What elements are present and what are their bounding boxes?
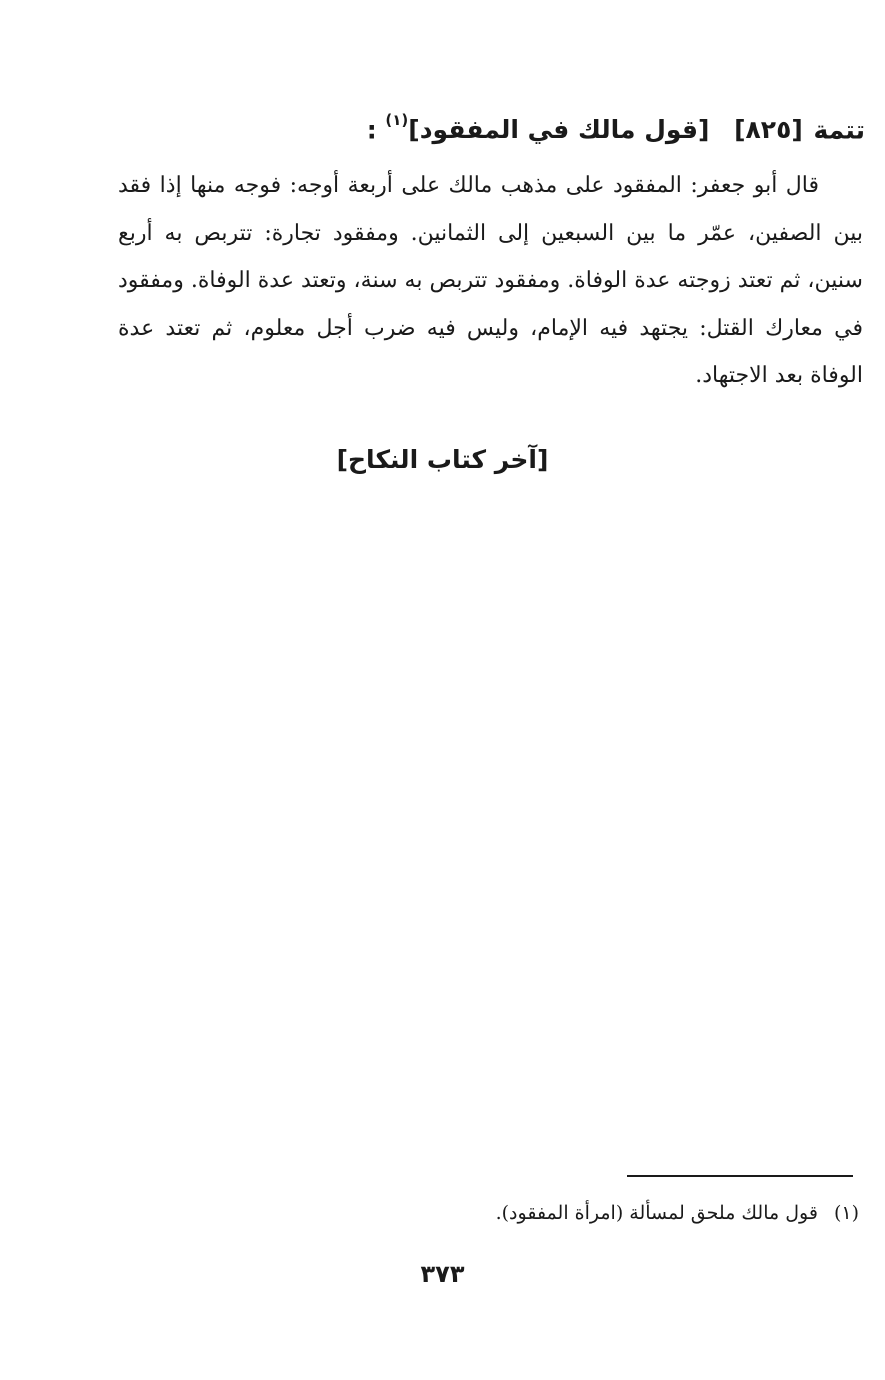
heading-colon: :	[366, 115, 377, 145]
section-heading	[120, 104, 865, 150]
page-number: ٣٧٣	[420, 1260, 465, 1288]
section-title: [قول مالك في المفقود]	[408, 115, 710, 145]
footnote-text: قول مالك ملحق لمسألة (امرأة المفقود).	[495, 1202, 818, 1224]
body-paragraph: قال أبو جعفر: المفقود على مذهب مالك على أربعة أوجه: فوجه منها إذا فقد بين الصفين، عمّر ما بين السبعين إلى الثمانين. ومفقود تجارة: تتربص به أربع سنين، ثم تعتد زوجته عدة الوفاة. ومفقود تتربص به سنة، وتعتد عدة الوفاة. ومفقود في معارك القتل: يجتهد فيه الإمام، وليس فيه ضرب أجل معلوم، ثم تعتد عدة الوفاة بعد الاجتهاد.	[118, 173, 863, 388]
footnote-reference: (١)	[385, 111, 409, 129]
heading-prefix: تتمة	[813, 115, 865, 145]
section-number: [٨٢٥]	[734, 115, 803, 145]
footnote-number: (١)	[833, 1202, 859, 1224]
footnote	[118, 1196, 859, 1230]
footnote-divider	[627, 1175, 853, 1177]
chapter-closing: [آخر كتاب النكاح]	[336, 445, 549, 474]
body-text	[118, 162, 863, 400]
